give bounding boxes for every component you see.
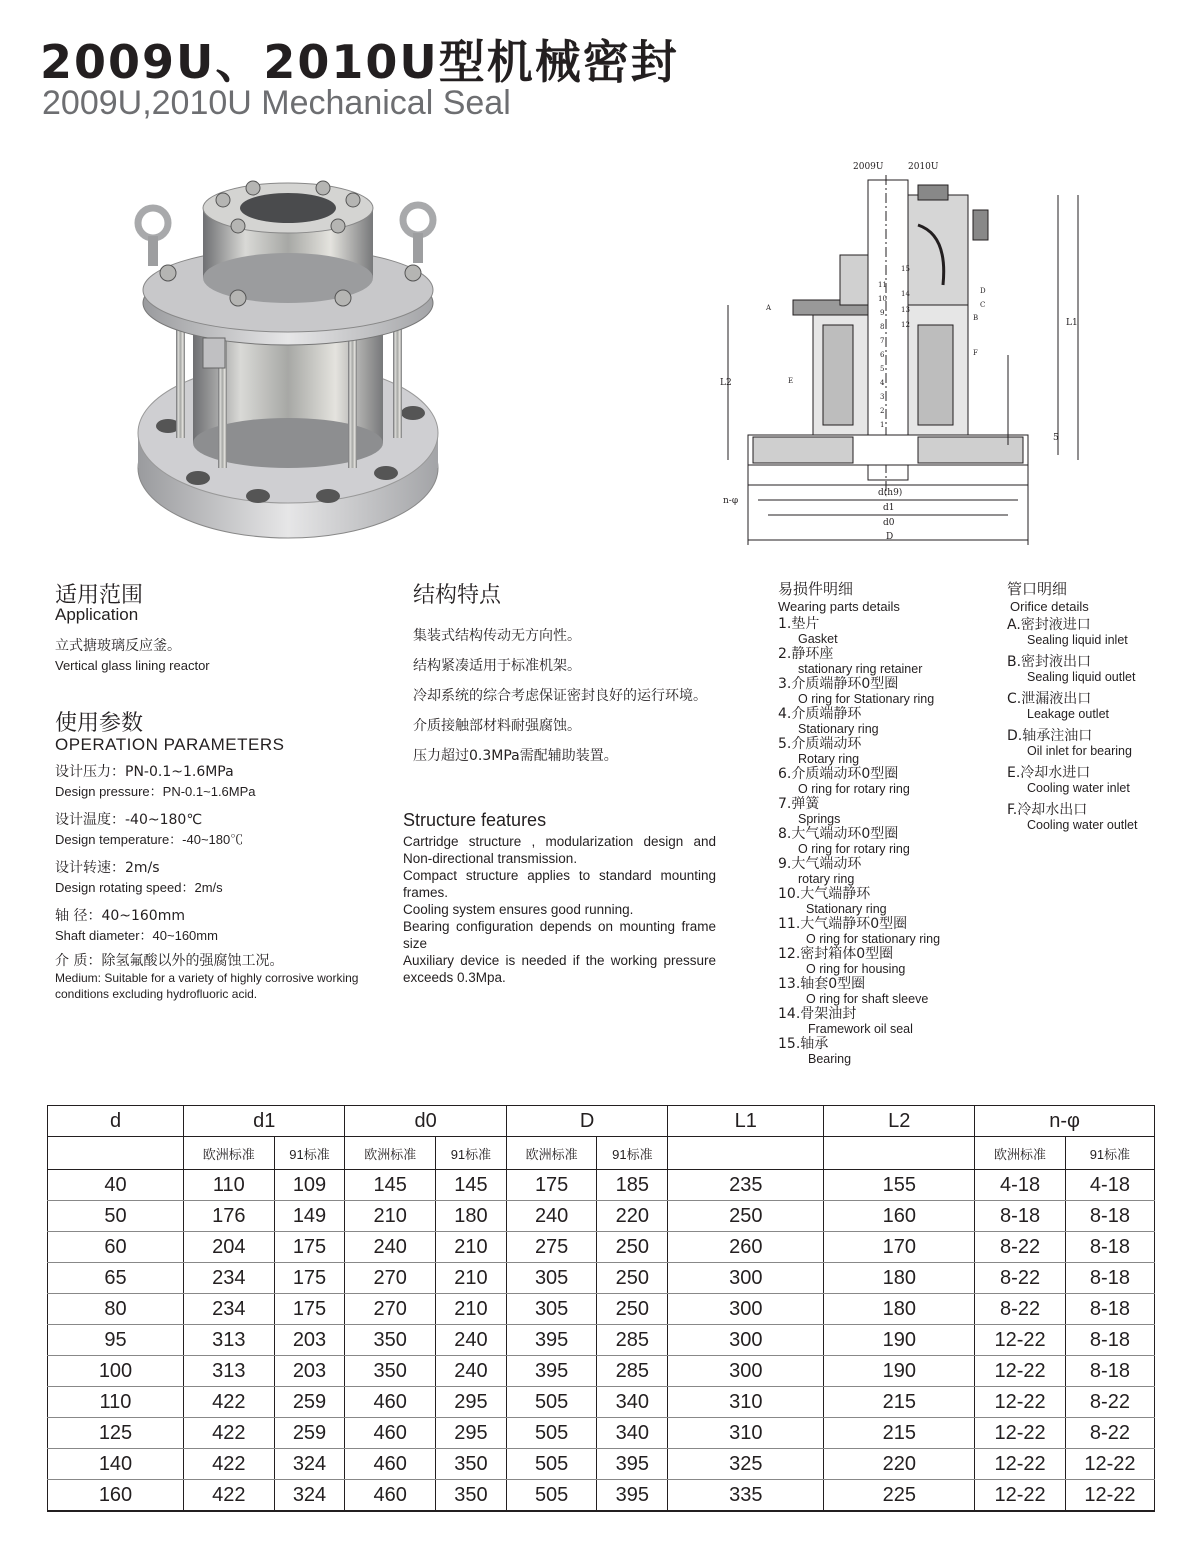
part-en: Rotary ring <box>798 752 860 766</box>
structure-en-section <box>403 810 716 986</box>
dim-dh9: d(h9) <box>878 488 903 498</box>
part-no-2: 2 <box>880 407 885 415</box>
part-cn: 10.大气端静环 <box>778 886 871 902</box>
table-cell: 12-22 <box>975 1449 1066 1480</box>
orifice-cn: E.冷却水进口 <box>1007 765 1091 781</box>
wearing-part-2 <box>778 647 993 677</box>
table-cell: 215 <box>824 1418 975 1449</box>
table-cell: 175 <box>274 1232 345 1263</box>
table-cell: 250 <box>668 1201 824 1232</box>
table-cell: 203 <box>274 1356 345 1387</box>
table-cell: 110 <box>184 1170 275 1201</box>
wearing-part-1 <box>778 617 993 647</box>
part-en: O ring for rotary ring <box>798 782 910 796</box>
table-cell: 50 <box>48 1201 184 1232</box>
th-d0: d0 <box>345 1106 506 1137</box>
table-cell: 60 <box>48 1232 184 1263</box>
part-no-15: 15 <box>901 265 910 273</box>
param-cn: 介 质：除氢氟酸以外的强腐蚀工况。 <box>55 953 284 969</box>
orifice-cn: D.轴承注油口 <box>1007 728 1093 744</box>
table-cell: 160 <box>824 1201 975 1232</box>
table-subheader-row <box>48 1137 1155 1170</box>
operation-title-cn: 使用参数 <box>55 711 144 736</box>
part-no-14: 14 <box>901 290 910 298</box>
param-cn: 轴 径：40~160mm <box>55 908 185 924</box>
table-cell: 170 <box>824 1232 975 1263</box>
part-cn: 6.介质端动环0型圈 <box>778 766 899 782</box>
table-cell: 350 <box>345 1325 436 1356</box>
part-no-13: 13 <box>901 306 910 314</box>
table-cell: 340 <box>597 1418 668 1449</box>
table-row <box>48 1201 1155 1232</box>
table-cell: 240 <box>436 1325 507 1356</box>
structure-item-en: Compact structure applies to standard mounting frames. <box>403 868 716 900</box>
sub-eu: 欧洲标准 <box>184 1137 275 1170</box>
part-en: O ring for shaft sleeve <box>806 992 929 1006</box>
wearing-part-4 <box>778 707 993 737</box>
wearing-part-9 <box>778 857 993 887</box>
param-cn: 设计转速：2m/s <box>55 860 160 876</box>
part-en: O ring for Stationary ring <box>798 692 935 706</box>
table-cell: 505 <box>506 1480 597 1512</box>
table-cell: 270 <box>345 1263 436 1294</box>
sub-eu: 欧洲标准 <box>975 1137 1066 1170</box>
table-cell: 225 <box>824 1480 975 1512</box>
orifice-en: Oil inlet for bearing <box>1027 744 1132 758</box>
application-text-cn: 立式搪玻璃反应釜。 <box>55 638 181 654</box>
part-cn: 13.轴套0型圈 <box>778 976 866 992</box>
table-cell: 12-22 <box>1065 1480 1154 1512</box>
table-cell: 422 <box>184 1480 275 1512</box>
operation-param-2 <box>55 857 375 896</box>
page-subtitle: 2009U,2010U Mechanical Seal <box>42 84 511 122</box>
part-en: Springs <box>798 812 841 826</box>
wearing-part-6 <box>778 767 993 797</box>
structure-item-en: Cartridge structure , modularization design and Non-directional transmission. <box>403 834 716 866</box>
table-cell: 190 <box>824 1356 975 1387</box>
table-cell: 240 <box>506 1201 597 1232</box>
part-no-4: 4 <box>880 379 885 387</box>
table-cell: 335 <box>668 1480 824 1512</box>
page-title: 2009U、2010U型机械密封 <box>40 35 679 89</box>
orifice-en: Cooling water inlet <box>1027 781 1130 795</box>
param-cn: 设计压力：PN-0.1~1.6MPa <box>55 764 234 780</box>
table-cell: 395 <box>597 1449 668 1480</box>
orifice-item-e <box>1007 766 1187 796</box>
orifice-cn: C.泄漏液出口 <box>1007 691 1092 707</box>
wearing-part-7 <box>778 797 993 827</box>
table-cell: 145 <box>345 1170 436 1201</box>
table-cell: 160 <box>48 1480 184 1512</box>
table-cell: 460 <box>345 1449 436 1480</box>
wearing-part-11 <box>778 917 993 947</box>
table-cell: 240 <box>345 1232 436 1263</box>
dim-5: 5 <box>1053 433 1059 443</box>
param-en: Shaft diameter：40~160mm <box>55 928 218 943</box>
table-cell: 12-22 <box>975 1418 1066 1449</box>
table-cell: 204 <box>184 1232 275 1263</box>
table-cell: 395 <box>506 1325 597 1356</box>
table-cell: 80 <box>48 1294 184 1325</box>
part-cn: 12.密封箱体0型圈 <box>778 946 894 962</box>
table-cell: 140 <box>48 1449 184 1480</box>
orifice-en: Cooling water outlet <box>1027 818 1138 832</box>
table-cell: 203 <box>274 1325 345 1356</box>
dim-n-phi: n-φ <box>723 496 739 506</box>
part-en: Stationary ring <box>798 722 879 736</box>
port-f: F <box>973 349 978 357</box>
part-en: rotary ring <box>798 872 855 886</box>
table-cell: 145 <box>436 1170 507 1201</box>
structure-item-cn: 压力超过0.3MPa需配辅助装置。 <box>413 748 618 764</box>
sub-91: 91标准 <box>1065 1137 1154 1170</box>
orifice-cn: A.密封液进口 <box>1007 617 1091 633</box>
operation-param-1 <box>55 809 375 848</box>
table-cell: 350 <box>345 1356 436 1387</box>
sub-91: 91标准 <box>436 1137 507 1170</box>
part-no-12: 12 <box>901 321 910 329</box>
wearing-parts-title-cn: 易损件明细 <box>778 580 854 598</box>
table-cell: 65 <box>48 1263 184 1294</box>
orifice-item-b <box>1007 655 1187 685</box>
table-body <box>48 1170 1155 1512</box>
table-cell: 12-22 <box>975 1356 1066 1387</box>
th-l1: L1 <box>668 1106 824 1137</box>
table-cell: 505 <box>506 1418 597 1449</box>
part-cn: 5.介质端动环 <box>778 736 862 752</box>
table-cell: 295 <box>436 1387 507 1418</box>
table-cell: 422 <box>184 1418 275 1449</box>
th-l2: L2 <box>824 1106 975 1137</box>
port-c: C <box>980 301 986 309</box>
part-en: O ring for rotary ring <box>798 842 910 856</box>
part-no-3: 3 <box>880 393 885 401</box>
param-en: Design pressure：PN-0.1~1.6MPa <box>55 784 256 799</box>
table-cell: 8-18 <box>1065 1356 1154 1387</box>
orifice-item-d <box>1007 729 1187 759</box>
dimensions-table <box>47 1105 1155 1512</box>
application-text-en: Vertical glass lining reactor <box>55 658 210 673</box>
part-cn: 4.介质端静环 <box>778 706 862 722</box>
table-cell: 185 <box>597 1170 668 1201</box>
table-cell: 300 <box>668 1356 824 1387</box>
table-cell: 300 <box>668 1263 824 1294</box>
wearing-part-13 <box>778 977 993 1007</box>
part-en: O ring for housing <box>806 962 906 976</box>
part-no-6: 6 <box>880 351 885 359</box>
cross-section-drawing <box>718 155 1078 550</box>
table-cell: 215 <box>824 1387 975 1418</box>
port-e: E <box>788 377 794 385</box>
table-cell: 305 <box>506 1263 597 1294</box>
table-cell: 395 <box>597 1480 668 1512</box>
table-cell: 460 <box>345 1480 436 1512</box>
table-cell: 125 <box>48 1418 184 1449</box>
table-cell: 8-22 <box>1065 1387 1154 1418</box>
table-cell: 149 <box>274 1201 345 1232</box>
sub-91: 91标准 <box>597 1137 668 1170</box>
table-cell: 305 <box>506 1294 597 1325</box>
table-cell: 180 <box>824 1294 975 1325</box>
orifice-en: Sealing liquid outlet <box>1027 670 1136 684</box>
table-cell: 259 <box>274 1387 345 1418</box>
table-cell: 220 <box>824 1449 975 1480</box>
table-cell: 234 <box>184 1294 275 1325</box>
table-cell: 250 <box>597 1294 668 1325</box>
part-cn: 2.静环座 <box>778 646 834 662</box>
table-cell: 234 <box>184 1263 275 1294</box>
table-cell: 95 <box>48 1325 184 1356</box>
operation-section <box>55 706 375 1002</box>
sub-empty <box>668 1137 824 1170</box>
sub-eu: 欧洲标准 <box>506 1137 597 1170</box>
table-cell: 8-22 <box>975 1232 1066 1263</box>
table-cell: 240 <box>436 1356 507 1387</box>
sub-91: 91标准 <box>274 1137 345 1170</box>
part-no-11: 11 <box>878 281 887 289</box>
th-D: D <box>506 1106 667 1137</box>
table-row <box>48 1170 1155 1201</box>
table-cell: 505 <box>506 1449 597 1480</box>
table-cell: 176 <box>184 1201 275 1232</box>
table-cell: 270 <box>345 1294 436 1325</box>
table-cell: 259 <box>274 1418 345 1449</box>
table-cell: 180 <box>824 1263 975 1294</box>
orifice-en: Sealing liquid inlet <box>1027 633 1128 647</box>
table-row <box>48 1325 1155 1356</box>
part-en: stationary ring retainer <box>798 662 923 676</box>
part-cn: 1.垫片 <box>778 616 820 632</box>
table-cell: 340 <box>597 1387 668 1418</box>
th-d: d <box>48 1106 184 1137</box>
part-cn: 8.大气端动环0型圈 <box>778 826 899 842</box>
dim-d: D <box>886 532 894 542</box>
part-en: O ring for stationary ring <box>806 932 941 946</box>
part-no-7: 7 <box>880 337 885 345</box>
table-cell: 8-18 <box>1065 1232 1154 1263</box>
table-cell: 422 <box>184 1387 275 1418</box>
table-cell: 210 <box>436 1232 507 1263</box>
orifice-en: Leakage outlet <box>1027 707 1110 721</box>
structure-item-en: Cooling system ensures good running. <box>403 902 634 917</box>
orifice-cn: F.冷却水出口 <box>1007 802 1088 818</box>
param-en: Design rotating speed：2m/s <box>55 880 223 895</box>
wearing-part-10 <box>778 887 993 917</box>
param-cn: 设计温度：-40~180℃ <box>55 812 203 828</box>
table-cell: 175 <box>274 1263 345 1294</box>
table-cell: 505 <box>506 1387 597 1418</box>
table-cell: 310 <box>668 1418 824 1449</box>
port-b: B <box>973 314 979 322</box>
part-no-5: 5 <box>880 365 885 373</box>
orifice-section <box>1007 578 1187 840</box>
table-cell: 350 <box>436 1449 507 1480</box>
table-cell: 8-22 <box>975 1294 1066 1325</box>
structure-title-cn: 结构特点 <box>413 583 502 608</box>
dim-l1: L1 <box>1066 318 1078 328</box>
part-en: Bearing <box>808 1052 852 1066</box>
table-cell: 190 <box>824 1325 975 1356</box>
param-en: Design temperature：-40~180℃ <box>55 832 244 847</box>
part-cn: 11.大气端静环0型圈 <box>778 916 908 932</box>
table-cell: 295 <box>436 1418 507 1449</box>
table-cell: 460 <box>345 1418 436 1449</box>
table-cell: 310 <box>668 1387 824 1418</box>
table-cell: 313 <box>184 1356 275 1387</box>
part-no-10: 10 <box>878 295 887 303</box>
structure-item-en: Bearing configuration depends on mounting frame size <box>403 919 716 951</box>
table-cell: 260 <box>668 1232 824 1263</box>
table-cell: 235 <box>668 1170 824 1201</box>
part-no-1: 1 <box>880 421 885 429</box>
table-cell: 285 <box>597 1325 668 1356</box>
table-cell: 100 <box>48 1356 184 1387</box>
label-2009u: 2009U <box>853 162 884 172</box>
part-en: Framework oil seal <box>808 1022 913 1036</box>
table-cell: 40 <box>48 1170 184 1201</box>
part-cn: 14.骨架油封 <box>778 1006 857 1022</box>
table-cell: 110 <box>48 1387 184 1418</box>
part-cn: 3.介质端静环0型圈 <box>778 676 899 692</box>
table-row <box>48 1232 1155 1263</box>
wearing-part-8 <box>778 827 993 857</box>
dim-l2: L2 <box>720 378 732 388</box>
sub-eu: 欧洲标准 <box>345 1137 436 1170</box>
table-row <box>48 1387 1155 1418</box>
table-cell: 275 <box>506 1232 597 1263</box>
application-section <box>55 578 210 673</box>
orifice-item-f <box>1007 803 1187 833</box>
table-cell: 285 <box>597 1356 668 1387</box>
part-en: Stationary ring <box>806 902 887 916</box>
table-row <box>48 1480 1155 1512</box>
wearing-part-15 <box>778 1037 993 1067</box>
product-photo <box>128 178 448 558</box>
orifice-title-en: Orifice details <box>1010 599 1089 614</box>
application-title-en: Application <box>55 605 139 624</box>
structure-item-cn: 集装式结构传动无方向性。 <box>413 628 581 644</box>
table-header-row <box>48 1106 1155 1137</box>
table-cell: 8-18 <box>1065 1263 1154 1294</box>
table-row <box>48 1263 1155 1294</box>
structure-title-en: Structure features <box>403 810 547 830</box>
port-a: A <box>766 304 772 312</box>
table-cell: 350 <box>436 1480 507 1512</box>
structure-section <box>413 578 718 775</box>
table-cell: 460 <box>345 1387 436 1418</box>
table-cell: 210 <box>345 1201 436 1232</box>
table-cell: 155 <box>824 1170 975 1201</box>
part-cn: 15.轴承 <box>778 1036 829 1052</box>
port-d: D <box>980 287 986 295</box>
part-cn: 9.大气端动环 <box>778 856 862 872</box>
table-cell: 325 <box>668 1449 824 1480</box>
sub-empty <box>48 1137 184 1170</box>
orifice-item-c <box>1007 692 1187 722</box>
table-cell: 8-22 <box>975 1263 1066 1294</box>
structure-item-cn: 结构紧凑适用于标准机架。 <box>413 658 581 674</box>
table-cell: 220 <box>597 1201 668 1232</box>
table-cell: 210 <box>436 1294 507 1325</box>
part-no-8: 8 <box>880 323 885 331</box>
orifice-cn: B.密封液出口 <box>1007 654 1092 670</box>
dim-d0: d0 <box>883 518 895 528</box>
operation-title-en: OPERATION PARAMETERS <box>55 735 285 754</box>
operation-param-3 <box>55 905 375 944</box>
wearing-part-12 <box>778 947 993 977</box>
table-row <box>48 1356 1155 1387</box>
table-row <box>48 1418 1155 1449</box>
orifice-item-a <box>1007 618 1187 648</box>
table-cell: 324 <box>274 1480 345 1512</box>
table-cell: 8-18 <box>975 1201 1066 1232</box>
table-cell: 12-22 <box>975 1325 1066 1356</box>
application-title-cn: 适用范围 <box>55 583 144 608</box>
structure-item-cn: 介质接触部材料耐强腐蚀。 <box>413 718 581 734</box>
wearing-parts-section <box>778 578 993 1067</box>
table-cell: 12-22 <box>1065 1449 1154 1480</box>
part-cn: 7.弹簧 <box>778 796 820 812</box>
operation-param-0 <box>55 761 375 800</box>
th-d1: d1 <box>184 1106 345 1137</box>
wearing-part-14 <box>778 1007 993 1037</box>
table-cell: 8-18 <box>1065 1201 1154 1232</box>
label-2010u: 2010U <box>908 162 939 172</box>
operation-param-4 <box>55 950 375 1002</box>
structure-item-en: Auxiliary device is needed if the working pressure exceeds 0.3Mpa. <box>403 953 716 985</box>
table-cell: 12-22 <box>975 1387 1066 1418</box>
dim-d1: d1 <box>883 503 895 513</box>
table-cell: 250 <box>597 1232 668 1263</box>
sub-empty <box>824 1137 975 1170</box>
table-cell: 210 <box>436 1263 507 1294</box>
wearing-parts-title-en: Wearing parts details <box>778 599 900 614</box>
table-cell: 324 <box>274 1449 345 1480</box>
part-en: Gasket <box>798 632 838 646</box>
table-cell: 8-18 <box>1065 1325 1154 1356</box>
table-cell: 8-22 <box>1065 1418 1154 1449</box>
wearing-part-3 <box>778 677 993 707</box>
table-cell: 175 <box>506 1170 597 1201</box>
table-row <box>48 1449 1155 1480</box>
param-en: Medium: Suitable for a variety of highly corrosive working conditions excluding hydrofluoric acid. <box>55 971 359 1001</box>
table-cell: 313 <box>184 1325 275 1356</box>
wearing-part-5 <box>778 737 993 767</box>
table-cell: 422 <box>184 1449 275 1480</box>
table-cell: 180 <box>436 1201 507 1232</box>
th-n-phi: n-φ <box>975 1106 1155 1137</box>
orifice-title-cn: 管口明细 <box>1007 580 1068 598</box>
table-cell: 4-18 <box>975 1170 1066 1201</box>
table-row <box>48 1294 1155 1325</box>
table-cell: 8-18 <box>1065 1294 1154 1325</box>
table-cell: 4-18 <box>1065 1170 1154 1201</box>
table-cell: 250 <box>597 1263 668 1294</box>
table-cell: 109 <box>274 1170 345 1201</box>
table-cell: 12-22 <box>975 1480 1066 1512</box>
table-cell: 300 <box>668 1294 824 1325</box>
table-cell: 395 <box>506 1356 597 1387</box>
table-cell: 175 <box>274 1294 345 1325</box>
structure-item-cn: 冷却系统的综合考虑保证密封良好的运行环境。 <box>413 688 707 704</box>
part-no-9: 9 <box>880 309 885 317</box>
table-cell: 300 <box>668 1325 824 1356</box>
